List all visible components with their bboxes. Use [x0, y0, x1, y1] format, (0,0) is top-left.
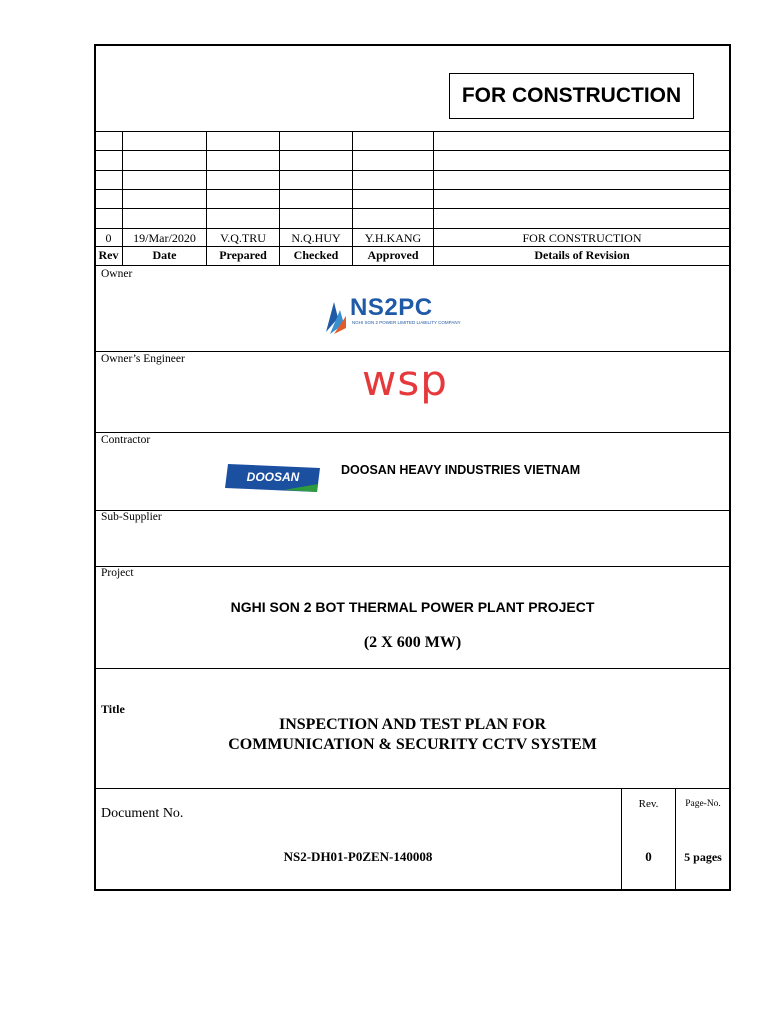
rev-grid-line [94, 265, 731, 266]
rev-date: 19/Mar/2020 [133, 231, 196, 245]
approved-header: Approved [367, 248, 419, 262]
rev-label: Rev. [638, 798, 659, 810]
section-divider [94, 510, 731, 511]
rev-grid-line [94, 228, 731, 229]
title-line-1: INSPECTION AND TEST PLAN FOR [278, 716, 547, 733]
rev-grid-line [94, 189, 731, 190]
page-no-label: Page-No. [685, 799, 721, 809]
document-number: NS2-DH01-P0ZEN-140008 [283, 849, 433, 864]
wsp-logo: wsp [362, 356, 448, 405]
rev-details: FOR CONSTRUCTION [522, 231, 642, 245]
ns2pc-logo-text: NS2PC [350, 294, 433, 321]
rev-grid-line [94, 246, 731, 247]
rev-checked: N.Q.HUY [291, 231, 341, 245]
rev-value: 0 [645, 849, 652, 864]
section-divider [94, 788, 731, 789]
title-line-2: COMMUNICATION & SECURITY CCTV SYSTEM [228, 736, 597, 753]
checked-header: Checked [293, 248, 339, 262]
section-divider [94, 566, 731, 567]
project-capacity: (2 X 600 MW) [363, 634, 462, 651]
rev-grid-line [94, 208, 731, 209]
owner-label: Owner [101, 268, 133, 280]
rev-number: 0 [105, 231, 112, 245]
title-label: Title [101, 702, 125, 716]
project-label: Project [101, 567, 134, 579]
project-name: NGHI SON 2 BOT THERMAL POWER PLANT PROJECT [230, 599, 595, 615]
ns2pc-logo [324, 296, 484, 336]
document-no-label: Document No. [101, 806, 184, 821]
section-divider [94, 668, 731, 669]
details-header: Details of Revision [534, 248, 630, 262]
rev-grid-line [94, 131, 731, 132]
for-construction-stamp: FOR CONSTRUCTION [449, 73, 694, 119]
rev-header: Rev [98, 248, 119, 262]
owners-engineer-label: Owner’s Engineer [101, 353, 185, 365]
page-count: 5 pages [684, 850, 722, 864]
ns2pc-logo-subtext: NGHI SON 2 POWER LIMITED LIABILITY COMPANY [352, 320, 461, 325]
doosan-logo [224, 462, 321, 493]
sub-supplier-label: Sub-Supplier [101, 511, 162, 523]
contractor-name: DOOSAN HEAVY INDUSTRIES VIETNAM [341, 463, 581, 477]
rev-approved: Y.H.KANG [364, 231, 422, 245]
section-divider [94, 351, 731, 352]
prepared-header: Prepared [219, 248, 267, 262]
date-header: Date [152, 248, 177, 262]
rev-prepared: V.Q.TRU [220, 231, 266, 245]
contractor-label: Contractor [101, 434, 151, 446]
section-divider [94, 432, 731, 433]
rev-grid-line [94, 170, 731, 171]
rev-grid-line [94, 150, 731, 151]
doosan-logo-text: DOOSAN [246, 470, 300, 484]
